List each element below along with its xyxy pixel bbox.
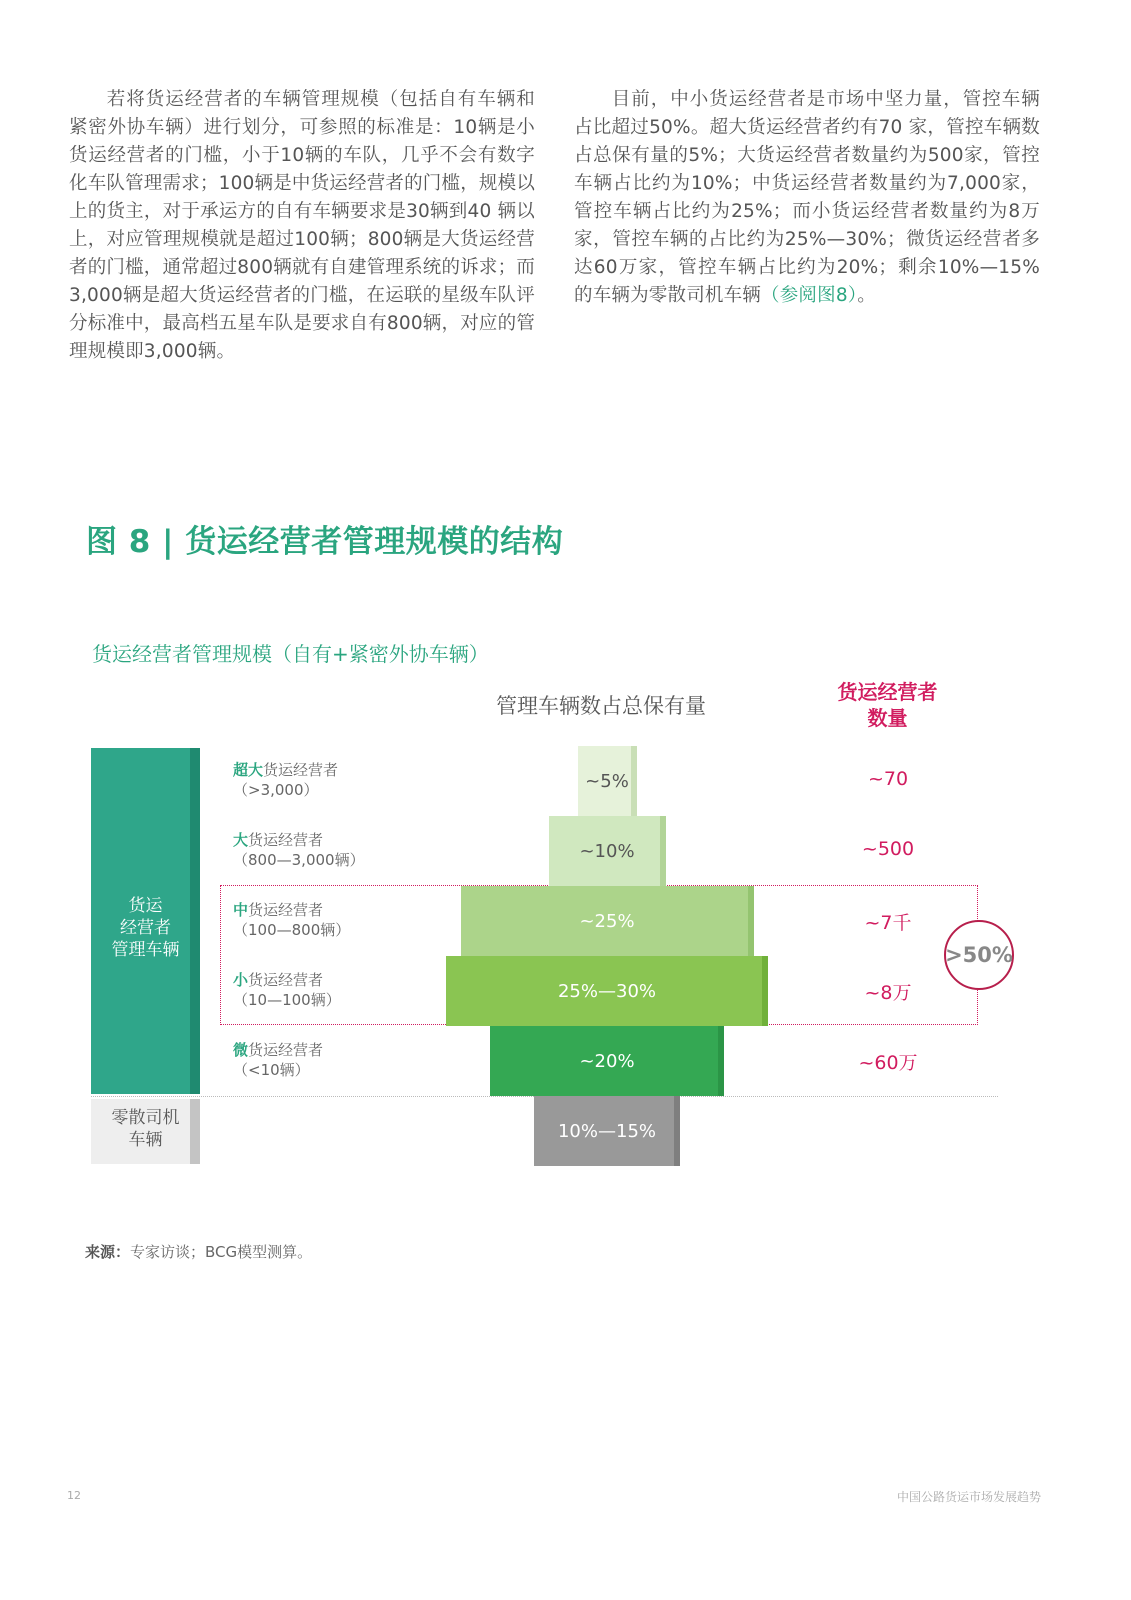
tier-bar — [446, 956, 768, 1026]
share-badge: >50% — [944, 920, 1014, 990]
tier-count: ~8万 — [864, 982, 912, 1004]
tier-size-word: 中 — [233, 901, 249, 919]
tier-label — [233, 830, 365, 870]
page-number: 12 — [67, 1489, 81, 1502]
tier-bar — [578, 746, 637, 816]
tier-range: （<10辆） — [233, 1061, 310, 1079]
group-label-line-2: 经营者 — [120, 918, 171, 938]
tier-bar — [461, 886, 754, 956]
operator-group-label — [91, 895, 200, 961]
tier-name — [233, 900, 350, 920]
tier-type: 货运经营者 — [263, 761, 339, 779]
share-column-header: 管理车辆数占总保有量 — [496, 694, 706, 718]
tier-label — [233, 1040, 323, 1080]
tier-size-word: 微 — [233, 1041, 249, 1059]
tier-count: ~70 — [867, 768, 909, 790]
tier-size-word: 小 — [233, 971, 249, 989]
tier-type: 货运经营者 — [248, 901, 324, 919]
tier-share-label: 25%—30% — [557, 980, 656, 1002]
tier-bar — [490, 1026, 724, 1096]
tier-count: ~60万 — [858, 1052, 918, 1074]
tier-count: ~500 — [861, 838, 915, 860]
tier-name — [233, 830, 365, 850]
tier-range: （>3,000） — [233, 781, 319, 799]
count-header-line-1: 货运经营者 — [837, 680, 938, 704]
count-header-line-2: 数量 — [867, 706, 908, 730]
count-column-header — [820, 679, 955, 731]
source-note — [85, 1241, 312, 1262]
other-label-line-2: 车辆 — [128, 1130, 163, 1150]
right-paragraph-end: 。 — [857, 285, 876, 306]
tier-name — [233, 1040, 323, 1060]
tier-share-label: ~20% — [579, 1050, 635, 1072]
figure-title: 图 8 | 货运经营者管理规模的结构 — [86, 524, 564, 560]
tier-size-word: 大 — [233, 831, 249, 849]
tier-share-label: ~5% — [585, 770, 629, 792]
tier-label — [233, 760, 338, 800]
right-paragraph — [574, 86, 1040, 310]
tier-share-label: ~10% — [579, 840, 635, 862]
source-label: 来源： — [85, 1243, 131, 1261]
publication-title: 中国公路货运市场发展趋势 — [896, 1490, 1041, 1504]
tier-count: ~7千 — [864, 912, 912, 934]
tier-name — [233, 760, 338, 780]
other-label-line-1: 零散司机 — [111, 1108, 180, 1128]
tier-label — [233, 900, 350, 940]
figure-reference-link[interactable]: （参阅图8） — [761, 285, 858, 306]
tier-name — [233, 970, 341, 990]
source-text: 专家访谈；BCG模型测算。 — [130, 1243, 313, 1261]
left-paragraph — [69, 86, 535, 366]
right-paragraph-text: 目前，中小货运经营者是市场中坚力量，管控车辆占比超过50%。超大货运经营者约有70 家，管控车辆数占总保有量的5%；大货运经营者数量约为500家，管控车辆占比约为10%；中货运经营者数量约为7,000家，管控车辆占比约为25%；而小货运经营者数量约为8万家，管控车辆的占比约为25%—30%；微货运经营者多达60万家，管控车辆占比约为20%；剩余10%—15%的车辆为零散司机车辆 — [574, 89, 1040, 306]
tier-bar — [549, 816, 666, 886]
other-drivers-label — [91, 1107, 200, 1151]
tier-range: （10—100辆） — [233, 991, 341, 1009]
tier-share-label: ~25% — [579, 910, 635, 932]
left-paragraph-text: 若将货运经营者的车辆管理规模（包括自有车辆和紧密外协车辆）进行划分，可参照的标准是：10辆是小货运经营者的门槛，小于10辆的车队，几乎不会有数字化车队管理需求；100辆是中货运经营者的门槛，规模以上的货主，对于承运方的自有车辆要求是30辆到40 辆以上，对应管理规模就是超过100辆；800辆是大货运经营者的门槛，通常超过800辆就有自建管理系统的诉求；而3,000辆是超大货运经营者的门槛，在运联的星级车队评分标准中，最高档五星车队是要求自有800辆，对应的管理规模即3,000辆。 — [69, 89, 536, 362]
tier-type: 货运经营者 — [248, 1041, 324, 1059]
figure-subtitle: 货运经营者管理规模（自有+紧密外协车辆） — [92, 642, 489, 666]
tier-bar — [534, 1096, 680, 1166]
group-label-line-1: 货运 — [128, 896, 163, 916]
tier-label — [233, 970, 341, 1010]
tier-share-label: 10%—15% — [557, 1120, 656, 1142]
tier-type: 货运经营者 — [248, 971, 324, 989]
tier-range: （800—3,000辆） — [233, 851, 365, 869]
tier-range: （100—800辆） — [233, 921, 351, 939]
tier-size-word: 超大 — [233, 761, 264, 779]
group-label-line-3: 管理车辆 — [111, 940, 180, 960]
tier-type: 货运经营者 — [248, 831, 324, 849]
